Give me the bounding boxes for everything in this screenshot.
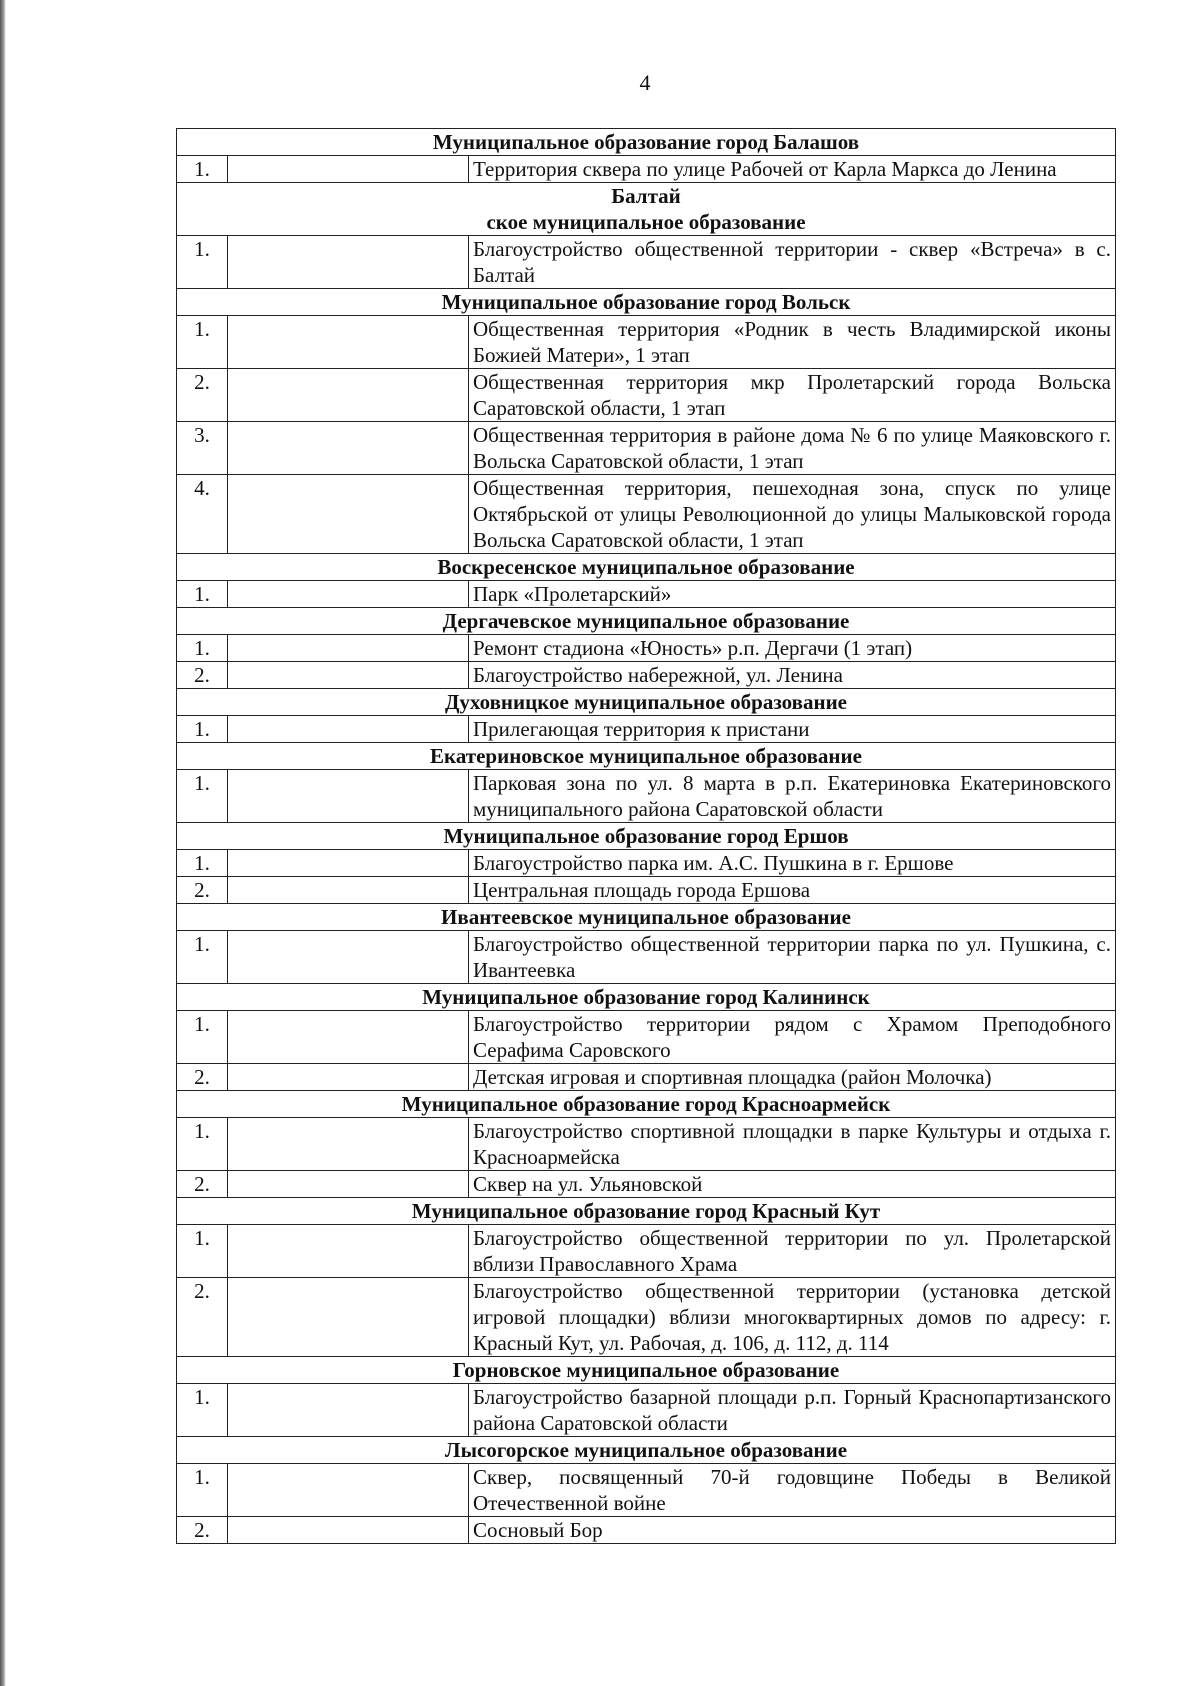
empty-cell: [228, 770, 469, 823]
table-row: [177, 716, 1116, 743]
row-number: 2.: [177, 662, 228, 689]
empty-cell: [228, 1384, 469, 1437]
row-number: 2.: [177, 369, 228, 422]
empty-cell: [228, 422, 469, 475]
section-header-row: [177, 1357, 1116, 1384]
table-row: [177, 770, 1116, 823]
row-number: 1.: [177, 1118, 228, 1171]
table-row: [177, 931, 1116, 984]
territory-name: Благоустройство спортивной площадки в парке Культуры и отдыха г. Красноармейска: [469, 1118, 1116, 1171]
territory-name: Детская игровая и спортивная площадка (район Молочка): [469, 1064, 1116, 1091]
row-number: 2.: [177, 1278, 228, 1357]
section-title: Муниципальное образование город Красноармейск: [177, 1091, 1116, 1118]
territory-name: Сосновый Бор: [469, 1517, 1116, 1544]
row-number: 1.: [177, 1011, 228, 1064]
row-number: 1.: [177, 716, 228, 743]
table-row: [177, 1011, 1116, 1064]
row-number: 2.: [177, 877, 228, 904]
section-title: Дергачевское муниципальное образование: [177, 608, 1116, 635]
territory-name: Общественная территория в районе дома № 6 по улице Маяковского г. Вольска Саратовской области, 1 этап: [469, 422, 1116, 475]
row-number: 3.: [177, 422, 228, 475]
page-number: 4: [639, 70, 651, 95]
section-title: Муниципальное образование город Балашов: [177, 129, 1116, 156]
territory-name: Благоустройство территории рядом с Храмом Преподобного Серафима Саровского: [469, 1011, 1116, 1064]
empty-cell: [228, 581, 469, 608]
row-number: 2.: [177, 1171, 228, 1198]
territory-name: Благоустройство общественной территории - сквер «Встреча» в с. Балтай: [469, 236, 1116, 289]
row-number: 1.: [177, 1225, 228, 1278]
empty-cell: [228, 1225, 469, 1278]
territory-name: Благоустройство общественной территории парка по ул. Пушкина, с. Ивантеевка: [469, 931, 1116, 984]
table-row: [177, 422, 1116, 475]
table-row: [177, 156, 1116, 183]
row-number: 1.: [177, 850, 228, 877]
table-row: [177, 1118, 1116, 1171]
section-title: Муниципальное образование город Красный Кут: [177, 1198, 1116, 1225]
scan-edge-shadow: [0, 0, 6, 1686]
empty-cell: [228, 1464, 469, 1517]
empty-cell: [228, 475, 469, 554]
table-row: [177, 1171, 1116, 1198]
section-header-row: [177, 1091, 1116, 1118]
table-row: [177, 850, 1116, 877]
empty-cell: [228, 1011, 469, 1064]
territory-name: Ремонт стадиона «Юность» р.п. Дергачи (1 этап): [469, 635, 1116, 662]
empty-cell: [228, 1064, 469, 1091]
empty-cell: [228, 1171, 469, 1198]
empty-cell: [228, 877, 469, 904]
empty-cell: [228, 850, 469, 877]
table-row: [177, 1464, 1116, 1517]
territory-registry-table: [176, 128, 1116, 1544]
territory-name: Парковая зона по ул. 8 марта в р.п. Екатериновка Екатериновского муниципального района Саратовской области: [469, 770, 1116, 823]
section-header-row: [177, 183, 1116, 236]
empty-cell: [228, 1118, 469, 1171]
territory-name: Прилегающая территория к пристани: [469, 716, 1116, 743]
section-title: Муниципальное образование город Калининск: [177, 984, 1116, 1011]
section-header-row: [177, 689, 1116, 716]
territory-name: Сквер на ул. Ульяновской: [469, 1171, 1116, 1198]
empty-cell: [228, 316, 469, 369]
section-header-row: [177, 984, 1116, 1011]
section-header-row: [177, 289, 1116, 316]
territory-name: Общественная территория, пешеходная зона, спуск по улице Октябрьской от улицы Революционной до улицы Малыковской города Вольска Саратовской области, 1 этап: [469, 475, 1116, 554]
section-title: Балтай ское муниципальное образование: [177, 183, 1116, 236]
table-row: [177, 316, 1116, 369]
row-number: 1.: [177, 316, 228, 369]
territory-name: Благоустройство парка им. А.С. Пушкина в г. Ершове: [469, 850, 1116, 877]
row-number: 1.: [177, 1464, 228, 1517]
section-header-row: [177, 554, 1116, 581]
registry-body: [177, 129, 1116, 1544]
empty-cell: [228, 156, 469, 183]
row-number: 1.: [177, 156, 228, 183]
section-header-row: [177, 1198, 1116, 1225]
section-header-row: [177, 1437, 1116, 1464]
table-row: [177, 236, 1116, 289]
table-row: [177, 1278, 1116, 1357]
empty-cell: [228, 1517, 469, 1544]
row-number: 2.: [177, 1517, 228, 1544]
table-row: [177, 877, 1116, 904]
section-header-row: [177, 743, 1116, 770]
row-number: 1.: [177, 1384, 228, 1437]
territory-name: Общественная территория мкр Пролетарский города Вольска Саратовской области, 1 этап: [469, 369, 1116, 422]
section-title: Ивантеевское муниципальное образование: [177, 904, 1116, 931]
section-title: Воскресенское муниципальное образование: [177, 554, 1116, 581]
section-header-row: [177, 904, 1116, 931]
empty-cell: [228, 931, 469, 984]
row-number: 2.: [177, 1064, 228, 1091]
territory-name: Общественная территория «Родник в честь Владимирской иконы Божией Матери», 1 этап: [469, 316, 1116, 369]
table-row: [177, 662, 1116, 689]
table-row: [177, 581, 1116, 608]
section-title: Екатериновское муниципальное образование: [177, 743, 1116, 770]
section-header-row: [177, 129, 1116, 156]
table-row: [177, 635, 1116, 662]
territory-name: Территория сквера по улице Рабочей от Карла Маркса до Ленина: [469, 156, 1116, 183]
empty-cell: [228, 369, 469, 422]
empty-cell: [228, 662, 469, 689]
territory-name: Благоустройство общественной территории по ул. Пролетарской вблизи Православного Храма: [469, 1225, 1116, 1278]
territory-name: Парк «Пролетарский»: [469, 581, 1116, 608]
row-number: 1.: [177, 770, 228, 823]
section-title: Муниципальное образование город Вольск: [177, 289, 1116, 316]
empty-cell: [228, 635, 469, 662]
empty-cell: [228, 236, 469, 289]
row-number: 1.: [177, 931, 228, 984]
table-row: [177, 1517, 1116, 1544]
territory-name: Центральная площадь города Ершова: [469, 877, 1116, 904]
territory-name: Благоустройство общественной территории (установка детской игровой площадки) вблизи многоквартирных домов по адресу: г. Красный Кут, ул. Рабочая, д. 106, д. 112, д. 114: [469, 1278, 1116, 1357]
row-number: 4.: [177, 475, 228, 554]
empty-cell: [228, 716, 469, 743]
row-number: 1.: [177, 236, 228, 289]
row-number: 1.: [177, 635, 228, 662]
table-row: [177, 1225, 1116, 1278]
empty-cell: [228, 1278, 469, 1357]
section-title: Духовницкое муниципальное образование: [177, 689, 1116, 716]
territory-name: Благоустройство набережной, ул. Ленина: [469, 662, 1116, 689]
section-title: Горновское муниципальное образование: [177, 1357, 1116, 1384]
table-row: [177, 1384, 1116, 1437]
territory-name: Сквер, посвященный 70-й годовщине Победы в Великой Отечественной войне: [469, 1464, 1116, 1517]
section-header-row: [177, 608, 1116, 635]
table-row: [177, 369, 1116, 422]
row-number: 1.: [177, 581, 228, 608]
territory-name: Благоустройство базарной площади р.п. Горный Краснопартизанского района Саратовской области: [469, 1384, 1116, 1437]
section-title: Лысогорское муниципальное образование: [177, 1437, 1116, 1464]
table-row: [177, 1064, 1116, 1091]
section-header-row: [177, 823, 1116, 850]
section-title: Муниципальное образование город Ершов: [177, 823, 1116, 850]
table-row: [177, 475, 1116, 554]
